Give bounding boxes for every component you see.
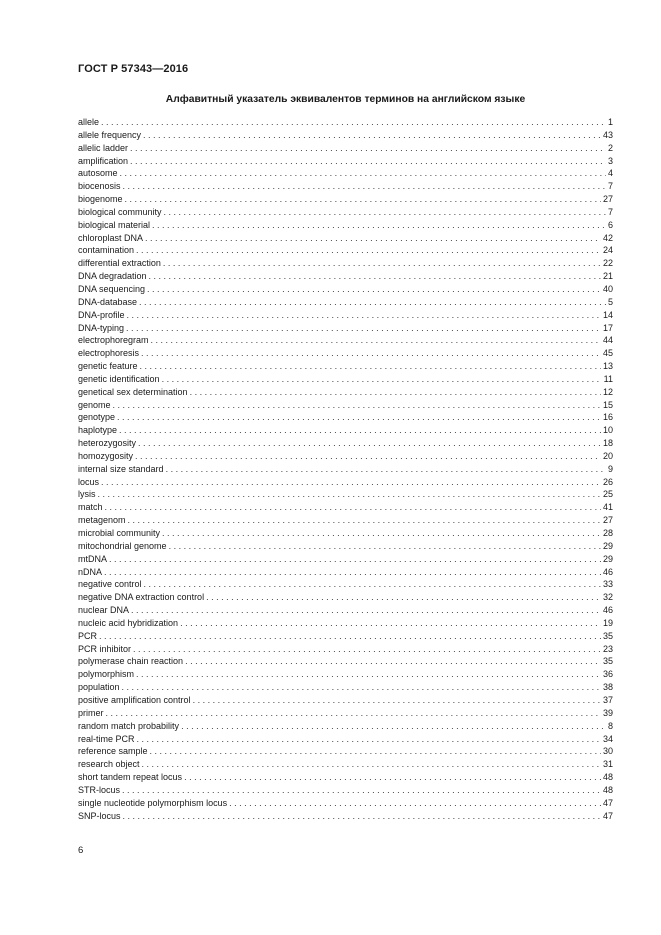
index-page-number: 1 [607,117,613,127]
dot-leader [166,463,606,476]
index-page-number: 28 [602,528,613,538]
index-entry [78,334,613,347]
index-entry [78,758,613,771]
index-entry [78,450,613,463]
index-term: chloroplast DNA [78,232,144,243]
index-page-number: 39 [602,707,613,718]
index-page-number: 4 [607,168,613,179]
index-entry [78,116,613,129]
index-entry [78,463,613,476]
index-entry [78,681,613,694]
index-term: research object [78,759,140,770]
index-page-number: 6 [607,219,613,230]
index-page-number: 47 [602,797,613,808]
index-term: contamination [78,245,135,256]
dot-leader [185,655,601,668]
dot-leader [147,283,601,296]
index-entry [78,553,613,566]
dot-leader [106,707,601,720]
index-entry [78,566,613,579]
dot-leader [180,617,601,630]
index-entry [78,745,613,758]
dot-leader [120,167,606,180]
index-term: PCR inhibitor [78,643,132,654]
index-term: nDNA [78,566,103,577]
index-term: metagenom [78,515,126,526]
index-term: allele [78,117,100,127]
index-entry [78,347,613,360]
index-page-number: 3 [607,155,613,166]
index-entry [78,707,613,720]
index-entry [78,501,613,514]
index-page-number: 17 [602,322,613,333]
index-term: negative DNA extraction control [78,592,205,603]
dot-leader [99,630,601,643]
index-entry [78,604,613,617]
dot-leader [141,347,601,360]
dot-leader [125,193,601,206]
index-entry [78,180,613,193]
index-term: negative control [78,579,142,590]
dot-leader [163,257,601,270]
dot-leader [123,180,606,193]
index-page-number: 8 [607,720,613,731]
index-page-number: 14 [602,309,613,320]
index-term: real-time PCR [78,733,135,744]
index-term: amplification [78,155,129,166]
index-page-number: 35 [602,656,613,667]
index-entry [78,257,613,270]
index-page-number: 15 [602,399,613,410]
index-page-number: 27 [602,194,613,205]
index-entry [78,219,613,232]
dot-leader [137,733,601,746]
index-term: DNA-database [78,296,138,307]
index-entry [78,733,613,746]
dot-leader [181,720,606,733]
index-term: differential extraction [78,258,161,269]
dot-leader [109,553,601,566]
index-term: genetic feature [78,361,138,372]
index-entry [78,399,613,412]
index-page-number: 37 [602,694,613,705]
index-page-number: 45 [602,348,613,359]
dot-leader [136,244,601,257]
index-page-number: 11 [603,373,613,384]
index-entry [78,771,613,784]
index-term: random match probability [78,720,180,731]
index-page-number: 30 [602,746,613,757]
index-term: polymorphism [78,669,135,680]
index-page-number: 35 [602,630,613,641]
index-entry [78,232,613,245]
index-page-number: 29 [602,553,613,564]
index-entry [78,283,613,296]
dot-leader [151,334,601,347]
index-entry [78,784,613,797]
index-term: PCR [78,630,98,641]
index-page-number: 24 [602,245,613,256]
index-term: positive amplification control [78,694,191,705]
dot-leader [123,810,601,823]
dot-leader [105,501,601,514]
index-entry [78,373,613,386]
dot-leader [149,270,601,283]
dot-leader [101,476,601,489]
dot-leader [130,155,606,168]
index-entry [78,797,613,810]
index-term: DNA degradation [78,271,147,282]
index-page-number: 20 [602,450,613,461]
dot-leader [104,566,601,579]
index-term: DNA sequencing [78,283,146,294]
index-page-number: 22 [602,258,613,269]
index-page-number: 46 [602,566,613,577]
index-page-number: 48 [602,772,613,783]
standard-header: ГОСТ Р 57343—2016 [78,63,189,75]
index-term: genotype [78,412,116,423]
dot-leader [135,450,601,463]
index-page-number: 13 [602,361,613,372]
dot-leader [150,745,601,758]
index-term: primer [78,707,104,718]
index-entry [78,193,613,206]
index-entry [78,488,613,501]
index-entry [78,437,613,450]
index-term: electrophoregram [78,335,149,346]
index-page-number: 40 [602,283,613,294]
index-term: genetical sex determination [78,386,188,397]
index-page-number: 31 [602,759,613,770]
index-term: internal size standard [78,463,164,474]
dot-leader [98,488,601,501]
index-page-number: 33 [602,579,613,590]
index-page-number: 18 [602,438,613,449]
index-entry [78,720,613,733]
dot-leader [113,399,601,412]
dot-leader [128,514,601,527]
index-term: DNA-profile [78,309,125,320]
index-entry [78,129,613,142]
index-entry [78,668,613,681]
index-entry [78,167,613,180]
index-entry [78,424,613,437]
index-term: mtDNA [78,553,107,564]
index-term: locus [78,476,100,487]
index-entry [78,386,613,399]
dot-leader [127,309,601,322]
index-term: nuclear DNA [78,605,130,616]
index-term: SNP-locus [78,810,121,821]
index-entry [78,643,613,656]
index-page-number: 34 [602,733,613,744]
index-term: electrophoresis [78,348,140,359]
index-entry [78,591,613,604]
dot-leader [152,219,606,232]
index-entry [78,655,613,668]
index-page-number: 25 [602,489,613,500]
dot-leader [101,116,606,129]
index-term: biological community [78,206,162,217]
index-term: heterozygosity [78,438,137,449]
page-number: 6 [78,845,84,856]
index-term: genetic identification [78,373,160,384]
dot-leader [184,771,601,784]
index-entry [78,296,613,309]
index-page-number: 36 [602,669,613,680]
dot-leader [144,578,601,591]
index-page-number: 16 [602,412,613,423]
index-page-number: 9 [607,463,613,474]
index-entry [78,244,613,257]
index-term: biological material [78,219,151,230]
dot-leader [164,206,606,219]
index-page-number: 10 [602,425,613,436]
dot-leader [133,643,601,656]
index-entry [78,155,613,168]
index-page-number: 44 [602,335,613,346]
dot-leader [142,758,601,771]
index-page-number: 42 [602,232,613,243]
index-entry [78,694,613,707]
index-page-number: 23 [602,643,613,654]
index-page-number: 2 [607,142,613,153]
index-entry [78,360,613,373]
dot-leader [193,694,601,707]
index-term: genome [78,399,111,410]
index-page-number: 48 [602,784,613,795]
dot-leader [206,591,601,604]
index-page-number: 26 [602,476,613,487]
dot-leader [122,681,601,694]
dot-leader [119,424,601,437]
index-page-number: 7 [607,181,613,192]
index-term: STR-locus [78,784,121,795]
dot-leader [136,668,601,681]
index-page-number: 5 [607,296,613,307]
index-term: reference sample [78,746,148,757]
dot-leader [162,527,601,540]
index-term: biocenosis [78,181,121,192]
dot-leader [138,437,601,450]
index-page-number: 7 [607,206,613,217]
index-page-number: 46 [602,605,613,616]
index-entry [78,206,613,219]
index-page-number: 27 [602,515,613,526]
index-entry [78,270,613,283]
dot-leader [140,360,601,373]
index-term: allelic ladder [78,142,129,153]
dot-leader [131,604,601,617]
dot-leader [229,797,601,810]
index-term: allele frequency [78,129,142,140]
index-page-number: 29 [602,540,613,551]
index-page-number: 41 [602,502,613,513]
dot-leader [130,142,606,155]
index-page-number: 47 [602,810,613,821]
index-term: autosome [78,168,118,179]
index-entry [78,514,613,527]
index-page-number: 19 [602,617,613,628]
index-term: polymerase chain reaction [78,656,184,667]
dot-leader [143,129,601,142]
dot-leader [145,232,601,245]
index-page-number: 12 [602,386,613,397]
index-entry [78,630,613,643]
index-entry [78,142,613,155]
index-term: biogenome [78,194,123,205]
dot-leader [122,784,601,797]
index-entry [78,322,613,335]
index-entry [78,540,613,553]
dot-leader [117,411,601,424]
index-entry [78,617,613,630]
dot-leader [190,386,601,399]
index-term: nucleic acid hybridization [78,617,179,628]
index-term: short tandem repeat locus [78,772,183,783]
index-term: match [78,502,103,513]
index-entry [78,476,613,489]
index-entry [78,810,613,823]
index-term: homozygosity [78,450,134,461]
index-page-number: 43 [602,129,613,140]
index-term: population [78,682,120,693]
index-page-number: 32 [602,592,613,603]
index-term: mitochondrial genome [78,540,167,551]
index-term: lysis [78,489,96,500]
index-entry [78,411,613,424]
dot-leader [126,322,601,335]
dot-leader [162,373,602,386]
index-term: DNA-typing [78,322,125,333]
index-entry [78,309,613,322]
index-term: haplotype [78,425,118,436]
index-entry [78,527,613,540]
index-entry [78,578,613,591]
index-title: Алфавитный указатель эквивалентов терминов на английском языке [165,94,526,105]
index-term: microbial community [78,528,161,538]
dot-leader [139,296,606,309]
index-page-number: 38 [602,682,613,693]
dot-leader [169,540,601,553]
term-index-list [78,116,613,822]
index-term: single nucleotide polymorphism locus [78,797,228,808]
index-page-number: 21 [602,271,613,282]
